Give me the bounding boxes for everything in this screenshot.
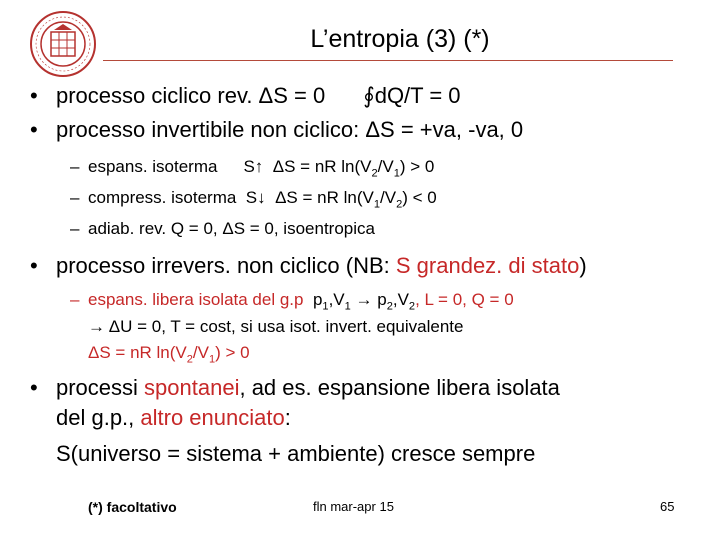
bullet-text: : [284, 405, 291, 430]
equation: ΔS = nR ln(V [88, 343, 187, 362]
sub-bullet-text: adiab. rev. Q = 0, ΔS = 0, isoentropica [88, 219, 375, 238]
sub-bullet-marker: – [70, 188, 80, 207]
entropy-arrow: S↓ [245, 188, 266, 207]
spontaneous-highlight: spontanei [144, 375, 240, 400]
subscript: 2 [386, 300, 393, 313]
page-number: 65 [660, 499, 675, 514]
footer-note: (*) facoltativo [88, 499, 177, 515]
bullet-text: , ad es. espansione libera isolata [239, 375, 560, 400]
sub-bullet-isothermal-expansion [70, 156, 434, 178]
contour-integral-symbol: ∮ [363, 83, 375, 108]
sub-bullet-text: espans. libera isolata del g.p [88, 290, 304, 309]
equation: ΔS = nR ln(V [272, 157, 372, 176]
equation: ) > 0 [399, 157, 435, 176]
sub-bullet-adiabatic [70, 218, 375, 240]
sub-bullet-text: compress. isoterma [88, 188, 237, 207]
state-v1: ,V [328, 290, 345, 309]
state-function-note: S grandez. di stato [395, 253, 580, 278]
bullet-text: processo invertibile non ciclico: ΔS = +va, -va, 0 [56, 117, 524, 142]
equation: ) < 0 [402, 188, 437, 207]
sub-bullet-continuation: → ΔU = 0, T = cost, si usa isot. invert. equivalente [88, 317, 464, 336]
bullet-continuation [56, 404, 291, 432]
subscript: 2 [186, 353, 193, 366]
bullet-marker: • [30, 253, 38, 278]
slide-title: L’entropia (3) (*) [310, 25, 490, 53]
subscript: 1 [373, 198, 380, 211]
bullet-spontaneous [30, 374, 560, 402]
sub-bullet-free-expansion [70, 289, 514, 311]
title-divider [103, 60, 673, 61]
bullet-text: processi [56, 375, 145, 400]
equation: ) > 0 [215, 343, 250, 362]
bullet-text: del g.p., [56, 405, 141, 430]
bullet-text: ) [579, 253, 587, 278]
bullet-marker: • [30, 375, 38, 400]
equation: /V [380, 188, 397, 207]
subscript: 2 [396, 198, 403, 211]
transition-arrow: → p [350, 290, 387, 309]
other-statement-highlight: altro enunciato [140, 405, 285, 430]
sub-bullet-marker: – [70, 157, 80, 176]
equation: /V [377, 157, 394, 176]
sub-bullet-isothermal-compression [70, 187, 437, 209]
bullet-non-cyclic [30, 116, 523, 144]
sub-bullet-marker: – [70, 290, 80, 309]
subscript: 1 [208, 353, 216, 366]
sub-bullet-text: espans. isoterma [88, 157, 218, 176]
sub-bullet-continuation-equation [88, 342, 250, 364]
university-seal-logo [24, 10, 102, 78]
equation: ΔS = nR ln(V [275, 188, 374, 207]
sub-bullet-marker: – [70, 219, 80, 238]
bullet-text: processo irrevers. non ciclico (NB: [56, 253, 396, 278]
bullet-text-tail: dQ/T = 0 [374, 83, 461, 108]
footer-course: fln mar-apr 15 [313, 499, 394, 514]
bullet-irreversible [30, 252, 587, 280]
subscript: 1 [393, 167, 400, 180]
state-v2: ,V [392, 290, 409, 309]
bullet-marker: • [30, 117, 38, 142]
bullet-cyclic-reversible [30, 82, 461, 110]
sub-bullet-conditions: , L = 0, Q = 0 [415, 290, 514, 309]
subscript: 1 [322, 300, 329, 313]
bullet-marker: • [30, 83, 38, 108]
subscript: 2 [408, 300, 416, 313]
state-p1: p [312, 290, 323, 309]
bullet-text: processo ciclico rev. ΔS = 0 [56, 83, 326, 108]
subscript: 1 [344, 300, 351, 313]
subscript: 2 [371, 167, 378, 180]
entropy-arrow: S↑ [243, 157, 264, 176]
entropy-universe-statement: S(universo = sistema + ambiente) cresce sempre [56, 441, 536, 466]
equation: /V [192, 343, 209, 362]
